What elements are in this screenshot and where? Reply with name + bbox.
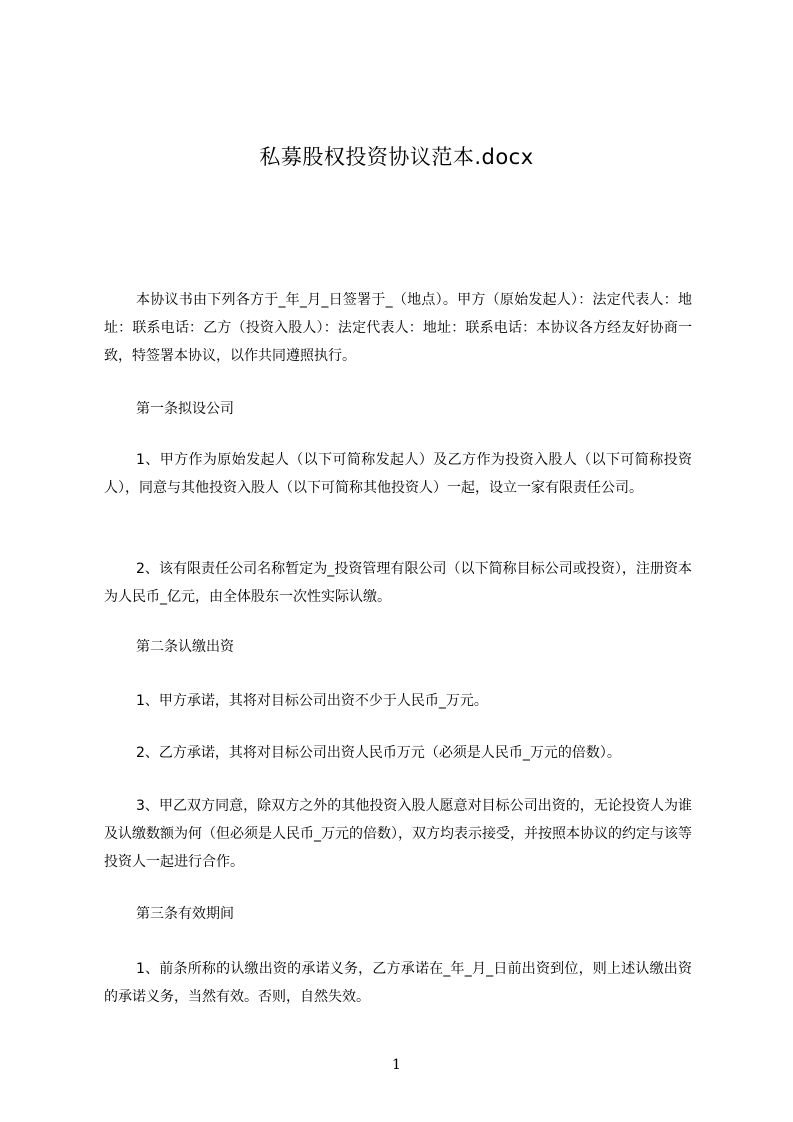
article-1-clause-2: 2、该有限责任公司名称暂定为_投资管理有限公司（以下简称目标公司或投资），注册资本为人民币_亿元，由全体股东一次性实际认缴。	[104, 561, 692, 605]
page-number: 1	[392, 1057, 401, 1073]
document-title: 私募股权投资协议范本.docx	[259, 145, 534, 169]
article-2-heading: 第二条认缴出资	[136, 639, 234, 655]
article-3-clause-1: 1、前条所称的认缴出资的承诺义务，乙方承诺在_年_月_日前出资到位，则上述认缴出资的承诺义务，当然有效。否则，自然失效。	[104, 961, 692, 1005]
article-2-clause-1: 1、甲方承诺，其将对目标公司出资不少于人民币_万元。	[136, 693, 488, 709]
article-3-heading: 第三条有效期间	[136, 906, 234, 922]
preamble-paragraph: 本协议书由下列各方于_年_月_日签署于_（地点）。甲方（原始发起人）：法定代表人：地址：联系电话：乙方（投资入股人）：法定代表人：地址：联系电话：本协议各方经友好协商一致，特签署本协议，以作共同遵照执行。	[104, 292, 692, 364]
article-2-clause-2: 2、乙方承诺，其将对目标公司出资人民币万元（必须是人民币_万元的倍数）。	[136, 745, 621, 761]
article-2-clause-3: 3、甲乙双方同意，除双方之外的其他投资入股人愿意对目标公司出资的，无论投资人为谁及认缴数额为何（但必须是人民币_万元的倍数），双方均表示接受，并按照本协议的约定与该等投资人一起进行合作。	[104, 798, 692, 870]
article-1-clause-1: 1、甲方作为原始发起人（以下可简称发起人）及乙方作为投资入股人（以下可简称投资人），同意与其他投资入股人（以下可简称其他投资人）一起，设立一家有限责任公司。	[104, 452, 692, 496]
article-1-heading: 第一条拟设公司	[136, 401, 234, 417]
